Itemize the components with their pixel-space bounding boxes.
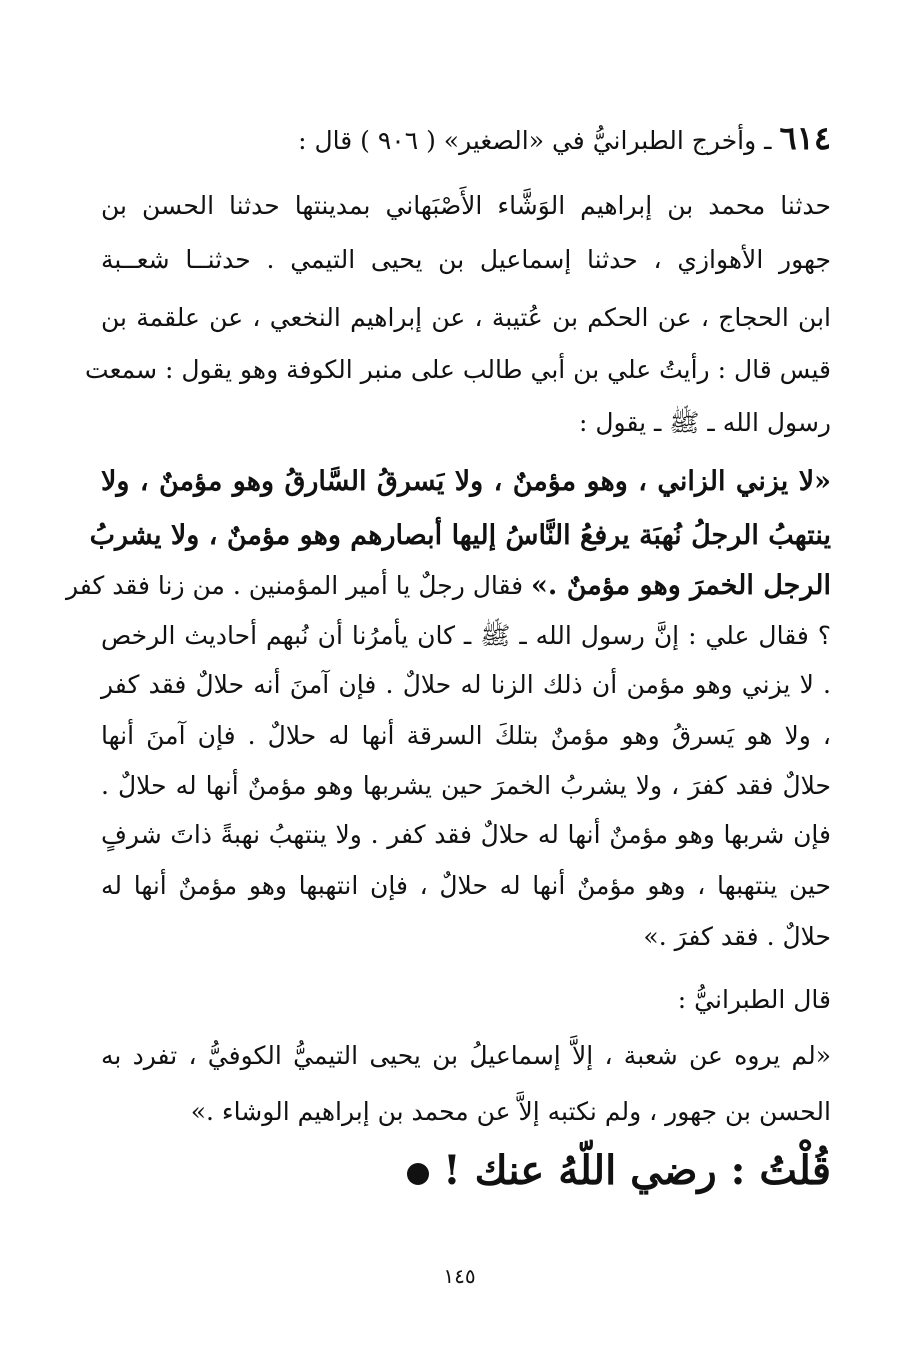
chain-line-2: جهور الأهوازي ، حدثنا إسماعيل بن يحيى التيمي . حدثنــا شعــبة bbox=[101, 245, 831, 274]
tabarani-line-2: الحسن بن جهور ، ولم نكتبه إلاَّ عن محمد بن إبراهيم الوشاء .» bbox=[190, 1097, 831, 1126]
body-line-3: ، ولا هو يَسرقُ وهو مؤمنٌ بتلكَ السرقة أنها له حلالٌ . فإن آمنَ أنها bbox=[101, 721, 831, 750]
hadith-heading-text: ـ وأخرج الطبرانيُّ في «الصغير» ( ٩٠٦ ) قال : bbox=[298, 126, 772, 155]
hadith-heading bbox=[101, 118, 831, 161]
body-line-1: ؟ فقال علي : إنَّ رسول الله ـ ﷺ ـ كان يأمرُنا أن نُبهم أحاديث الرخص bbox=[101, 621, 831, 650]
body-line-6: حين ينتهبها ، وهو مؤمنٌ أنها له حلالٌ ، فإن انتهبها وهو مؤمنٌ أنها له bbox=[101, 871, 831, 900]
closing-text: قُلْتُ : رضي اللّهُ عنك ! bbox=[443, 1147, 831, 1194]
hadith-number: ٦١٤ bbox=[779, 119, 831, 157]
tabarani-line-1: «لم يروه عن شعبة ، إلاَّ إسماعيلُ بن يحيى التيميُّ الكوفيُّ ، تفرد به bbox=[101, 1041, 831, 1070]
chain-line-5: رسول الله ـ ﷺ ـ يقول : bbox=[579, 408, 831, 437]
mixed-line bbox=[65, 566, 831, 606]
question-text: فقال رجلٌ يا أمير المؤمنين . من زنا فقد كفر bbox=[65, 571, 532, 600]
body-line-4: حلالٌ فقد كفرَ ، ولا يشربُ الخمرَ حين يشربها وهو مؤمنٌ أنها له حلالٌ . bbox=[101, 771, 831, 800]
closing-remark bbox=[407, 1143, 831, 1199]
chain-line-3: ابن الحجاج ، عن الحكم بن عُتيبة ، عن إبراهيم النخعي ، عن علقمة بن bbox=[101, 303, 831, 332]
matn-line-1: «لا يزني الزاني ، وهو مؤمنٌ ، ولا يَسرقُ السَّارقُ وهو مؤمنٌ ، ولا bbox=[101, 466, 831, 497]
tabarani-intro: قال الطبرانيُّ : bbox=[677, 985, 831, 1014]
matn-line-2: ينتهبُ الرجلُ نُهبَة يرفعُ النَّاسُ إليها أبصارهم وهو مؤمنٌ ، ولا يشربُ bbox=[89, 520, 831, 551]
chain-line-1: حدثنا محمد بن إبراهيم الوَشَّاء الأَصْبَهاني بمدينتها حدثنا الحسن بن bbox=[101, 191, 831, 220]
matn-line-3: الرجل الخمرَ وهو مؤمنٌ .» bbox=[531, 570, 831, 601]
page-number: ١٤٥ bbox=[443, 1264, 476, 1288]
body-line-7: حلالٌ . فقد كفرَ .» bbox=[643, 922, 831, 951]
chain-line-4: قيس قال : رأيتُ علي بن أبي طالب على منبر الكوفة وهو يقول : سمعت bbox=[85, 355, 831, 384]
body-line-2: . لا يزني وهو مؤمن أن ذلك الزنا له حلالٌ . فإن آمنَ أنه حلالٌ فقد كفر bbox=[101, 670, 831, 699]
bullet-icon bbox=[407, 1163, 429, 1185]
body-line-5: فإن شربها وهو مؤمنٌ أنها له حلالٌ فقد كفر . ولا ينتهبُ نهبةً ذاتَ شرفٍ bbox=[101, 820, 831, 849]
